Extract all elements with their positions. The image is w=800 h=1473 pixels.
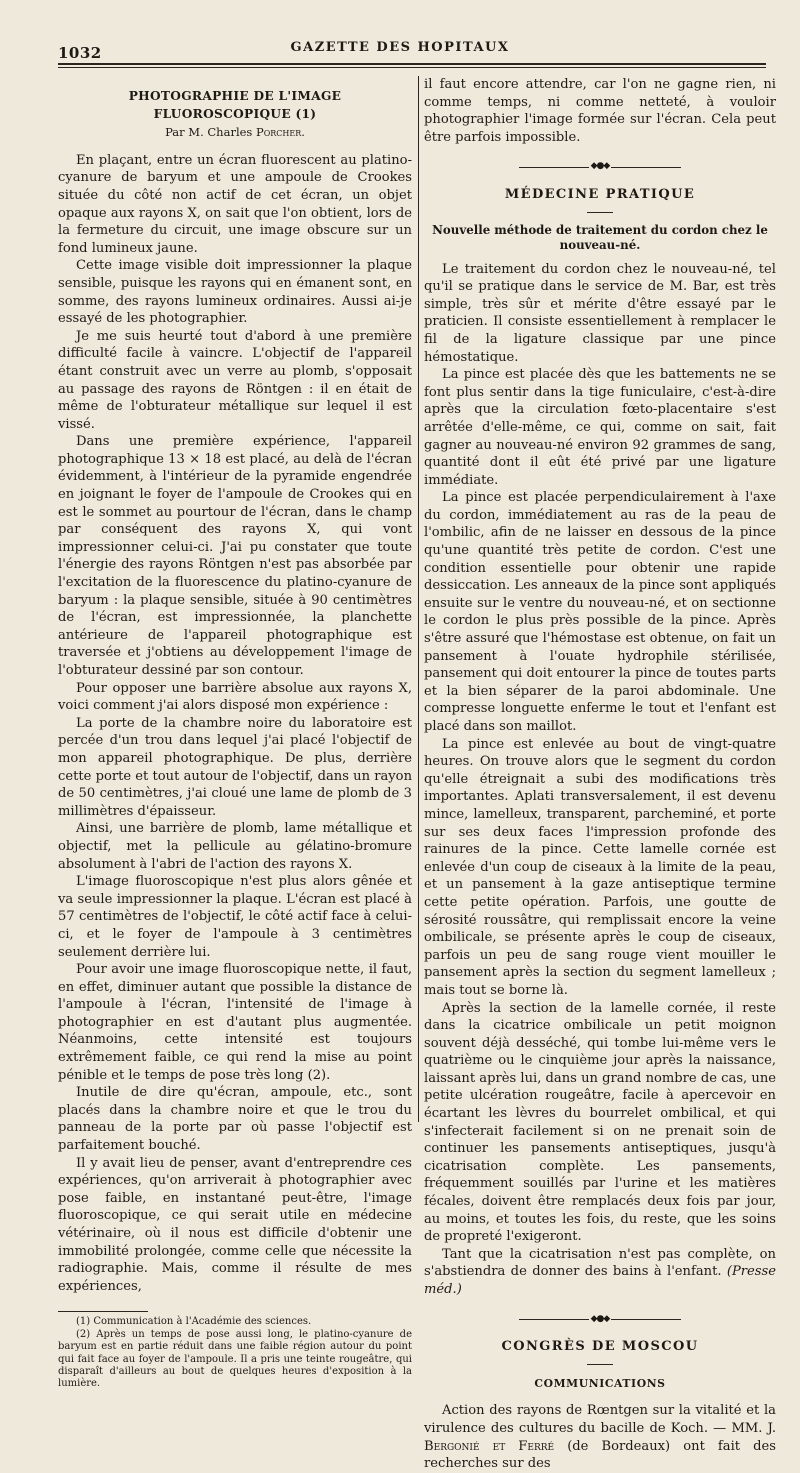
section-subtitle: COMMUNICATIONS	[534, 1376, 666, 1390]
authors: MM. J. Bergonié et Ferré	[424, 1420, 776, 1454]
paragraph-text: Tant que la cicatrisation n'est pas complète, on s'abstiendra de donner des bains à l'enfant.	[424, 1246, 776, 1280]
footnote-rule	[58, 1311, 148, 1312]
paragraph: La pince est enlevée au bout de vingt-quatre heures. On trouve alors que le segment du cordon qu'elle étreignait a subi des modifications très importantes. Aplati transversalement, il est devenu mince, lamelleux, transparent, parcheminé, et porte sur ses deux faces l'impression profonde des rainures de la pince. Cette lamelle cornée est enlevée d'un coup de ciseaux à la limite de la peau, et un pansement à la gaze antiseptique termine cette petite opération. Parfois, une goutte de sérosité roussâtre, qui remplissait encore la veine ombilicale, se présente après le coup de ciseaux, parfois un peu de sang rouge vient mouiller le pansement après la section du segment lamelleux ; mais tout se borne là.	[424, 736, 776, 998]
byline-prefix: Par M. Charles	[165, 125, 256, 140]
paragraph: La pince est placée dès que les battements ne se font plus sentir dans la tige funiculaire, c'est-à-dire après que la circulation fœto-placentaire s'est arrêtée d'elle-même, ce qui, comme on sait, fait gagner au nouveau-né environ 92 grammes de sang, quantité dont il eût été privé par une ligature immédiate.	[424, 367, 776, 488]
ornament-icon: ◆●◆	[590, 161, 610, 172]
section-title: MÉDECINE PRATIQUE	[504, 186, 696, 202]
column-divider	[418, 76, 419, 1122]
header-rule-thin	[58, 67, 766, 68]
paragraph: La porte de la chambre noire du laboratoire est percée d'un trou dans lequel j'ai placé l'objectif de mon appareil photographique. De plus, derrière cette porte et tout autour de l'objectif, dans un rayon de 50 centimètres, j'ai cloué une lame de plomb de 3 millimètres d'épaisseur.	[58, 715, 412, 819]
byline-author: Porcher	[255, 125, 302, 140]
paragraph: Le traitement du cordon chez le nouveau-né, tel qu'il se pratique dans le service de M. Bar, est très simple, très sûr et mérite d'être essayé par le praticien. Il consiste essentiellement à remplacer le fil de la ligature classique par une pince hémostatique.	[424, 261, 776, 365]
short-rule	[587, 212, 613, 213]
source-citation: (Presse méd.)	[424, 1264, 776, 1297]
paragraph: En plaçant, entre un écran fluorescent au platino-cyanure de baryum et une ampoule de Crookes située du côté non actif de cet écran, un objet opaque aux rayons X, on sait que l'on obtient, lors de la fermeture du circuit, une image obscure sur un fond lumineux jaune.	[58, 152, 412, 256]
paragraph: La pince est placée perpendiculairement à l'axe du cordon, immédiatement au ras de la peau de l'ombilic, afin de ne laisser en dessous de la pince qu'une quantité très petite de cordon. C'est une condition essentielle pour obtenir une rapide dessiccation. Les anneaux de la pince sont appliqués ensuite sur le ventre du nouveau-né, et on sectionne le cordon le plus près possible de la pince. Après s'être assuré que l'hémostase est obtenue, on fait un pansement à l'ouate hydrophile stérilisée, pansement qui doit entourer la pince de toutes parts et la bien séparer de la paroi abdominale. Une compresse longuette enferme le tout et l'enfant est placé dans son maillot.	[424, 490, 776, 734]
paragraph-tail: (de Bordeaux) ont fait des recherches sur des	[424, 1438, 776, 1472]
paragraph	[424, 1402, 776, 1472]
running-title: GAZETTE DES HOPITAUX	[290, 40, 510, 55]
page-number: 1032	[58, 44, 102, 62]
footnote: (2) Après un temps de pose aussi long, le platino-cyanure de baryum est en partie réduit dans une faible région autour du point qui fait face au foyer de l'ampoule. Il a pris une teinte rougeâtre, qui disparaît d'ailleurs au bout de quelques heures d'exposition à la lumière.	[58, 1328, 412, 1390]
paragraph-last	[424, 1246, 776, 1299]
article-title: PHOTOGRAPHIE DE L'IMAGE FLUOROSCOPIQUE (1)	[128, 89, 342, 121]
header-rule	[58, 63, 766, 65]
footnote: (1) Communication à l'Académie des sciences.	[76, 1316, 312, 1328]
paragraph: Après la section de la lamelle cornée, il reste dans la cicatrice ombilicale un petit moignon souvent déjà desséché, qui tombe lui-même vers le quatrième ou le cinquième jour après la naissance, laissant après lui, dans un grand nombre de cas, une petite ulcération rougeâtre, facile à apercevoir en écartant les lèvres du bourrelet ombilical, et qui s'infecterait facilement si on ne prenait soin de continuer les pansements antiseptiques, jusqu'à cicatrisation complète. Les pansements, fréquemment souillés par l'urine et les matières fécales, doivent être remplacés deux fois par jour, au moins, et toutes les fois, du reste, que les soins de propreté l'exigeront.	[424, 1000, 776, 1245]
paragraph-text: Action des rayons de Rœntgen sur la vitalité et la virulence des cultures du bacille de Koch. —	[424, 1403, 776, 1436]
paragraph: Dans une première expérience, l'appareil photographique 13 × 18 est placé, au delà de l'écran évidemment, à l'intérieur de la pyramide engendrée en joignant le foyer de l'ampoule de Crookes qui en est le sommet au pourtour de l'écran, dans le champ par conséquent des rayons X, qui vont impressionner celui-ci. J'ai pu constater que toute l'énergie des rayons Röntgen n'est pas absorbée par l'excitation de la fluorescence du platino-cyanure de baryum : la plaque sensible, située à 90 centimètres de l'écran, est impressionnée, la planchette antérieure de l'appareil photographique est traversée et j'obtiens au développement l'image de l'obturateur dessiné par son contour.	[58, 434, 412, 678]
left-column	[58, 76, 412, 1391]
article-subtitle: Nouvelle méthode de traitement du cordon chez le nouveau-né.	[432, 222, 768, 252]
byline: Par M. Charles Porcher.	[165, 125, 305, 140]
paragraph: Pour avoir une image fluoroscopique nette, il faut, en effet, diminuer autant que possible la distance de l'ampoule à l'écran, l'intensité de l'image à photographier en est d'autant plus augmentée. Néanmoins, cette intensité est toujours extrêmement faible, ce qui rend la mise au point pénible et le temps de pose très long (2).	[58, 962, 412, 1083]
ornament-divider	[424, 158, 776, 176]
ornament-divider	[424, 1311, 776, 1329]
paragraph: Ainsi, une barrière de plomb, lame métallique et objectif, met la pellicule au gélatino-bromure absolument à l'abri de l'action des rayons X.	[58, 821, 412, 872]
paragraph: Il y avait lieu de penser, avant d'entreprendre ces expériences, qu'on arriverait à photographier avec pose faible, en instantané peut-être, l'image fluoroscopique, ce qui serait utile en médecine vétérinaire, où il nous est difficile d'obtenir une immobilité prolongée, comme celle que nécessite la radiographie. Mais, comme il résulte de mes expériences,	[58, 1155, 412, 1294]
right-column	[424, 76, 776, 1473]
ornament-icon: ◆●◆	[590, 1313, 610, 1324]
paragraph: Je me suis heurté tout d'abord à une première difficulté facile à vaincre. L'objectif de l'appareil étant construit avec un verre au plomb, s'opposait au passage des rayons de Röntgen : il en était de même de l'obturateur métallique sur lequel il est vissé.	[58, 328, 412, 432]
short-rule	[587, 1364, 613, 1365]
paragraph: Pour opposer une barrière absolue aux rayons X, voici comment j'ai alors disposé mon expérience :	[58, 680, 412, 714]
paragraph: L'image fluoroscopique n'est plus alors gênée et va seule impressionner la plaque. L'écran est placé à 57 centimètres de l'objectif, le côté actif face à celui-ci, et le foyer de l'ampoule à 3 centimètres seulement derrière lui.	[58, 874, 412, 960]
section-title: CONGRÈS DE MOSCOU	[501, 1339, 699, 1355]
paragraph: Inutile de dire qu'écran, ampoule, etc., sont placés dans la chambre noire et que le trou du panneau de la porte par où passe l'objectif est parfaitement bouché.	[58, 1085, 412, 1154]
paragraph: Cette image visible doit impressionner la plaque sensible, puisque les rayons qui en émanent sont, en somme, des rayons lumineux ordinaires. Aussi ai-je essayé de les photographier.	[58, 258, 412, 327]
continued-paragraph: il faut encore attendre, car l'on ne gagne rien, ni comme temps, ni comme netteté, à vouloir photographier l'image formée sur l'écran. Cela peut être parfois impossible.	[424, 77, 776, 145]
